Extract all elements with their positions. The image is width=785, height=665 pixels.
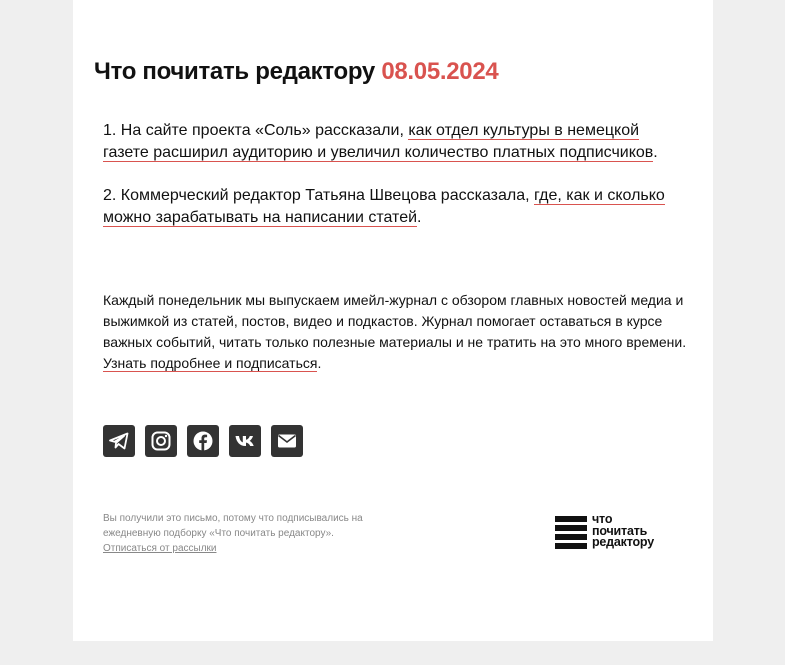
news-item (103, 185, 688, 229)
footer-notice (103, 511, 393, 556)
logo-wordmark (592, 514, 654, 549)
logo-line: почитать (592, 523, 648, 538)
brand-logo[interactable] (555, 514, 685, 552)
news-item (103, 120, 688, 164)
about-suffix: . (317, 355, 322, 371)
instagram-button[interactable] (145, 425, 177, 457)
news-item-suffix: . (417, 209, 422, 226)
about-text: Каждый понедельник мы выпускаем имейл-журнал с обзором главных новостей медиа и выжимкой из статей, постов, видео и подкастов. Журнал помогает оставаться в курсе важных событий, читать только полезные материалы и не тратить на это много времени. (103, 292, 687, 350)
page-title (94, 58, 498, 86)
news-item-text: 2. Коммерческий редактор Татьяна Швецова рассказала, (103, 187, 535, 204)
facebook-icon (191, 429, 215, 453)
subscribe-link[interactable]: Узнать подробнее и подписаться (103, 355, 318, 371)
news-item-suffix: . (653, 144, 658, 161)
title-text: Что почитать редактору (94, 58, 375, 85)
telegram-icon (107, 429, 131, 453)
news-item-link[interactable]: как отдел культуры в немецкой газете расширил аудиторию и увеличил количество платных подписчиков (103, 122, 654, 161)
logo-line: редактору (592, 535, 654, 549)
news-item-link[interactable]: где, как и сколько можно зарабатывать на написании статей (103, 187, 665, 226)
issue-date: 08.05.2024 (381, 58, 499, 85)
email-body (73, 0, 713, 641)
logo-mark-icon (555, 516, 587, 549)
email-icon (275, 429, 299, 453)
news-item-text: 1. На сайте проекта «Соль» рассказали, (103, 122, 409, 139)
footer-notice-text: Вы получили это письмо, потому что подписывались на ежедневную подборку «Что почитать редактору». (103, 513, 363, 539)
telegram-button[interactable] (103, 425, 135, 457)
facebook-button[interactable] (187, 425, 219, 457)
social-links (103, 425, 303, 457)
unsubscribe-link[interactable]: Отписаться от рассылки (103, 543, 217, 554)
news-list (103, 120, 688, 250)
about-paragraph (103, 290, 688, 374)
logo-line: что (592, 512, 613, 526)
vk-icon (233, 429, 257, 453)
instagram-icon (149, 429, 173, 453)
email-button[interactable] (271, 425, 303, 457)
vk-button[interactable] (229, 425, 261, 457)
